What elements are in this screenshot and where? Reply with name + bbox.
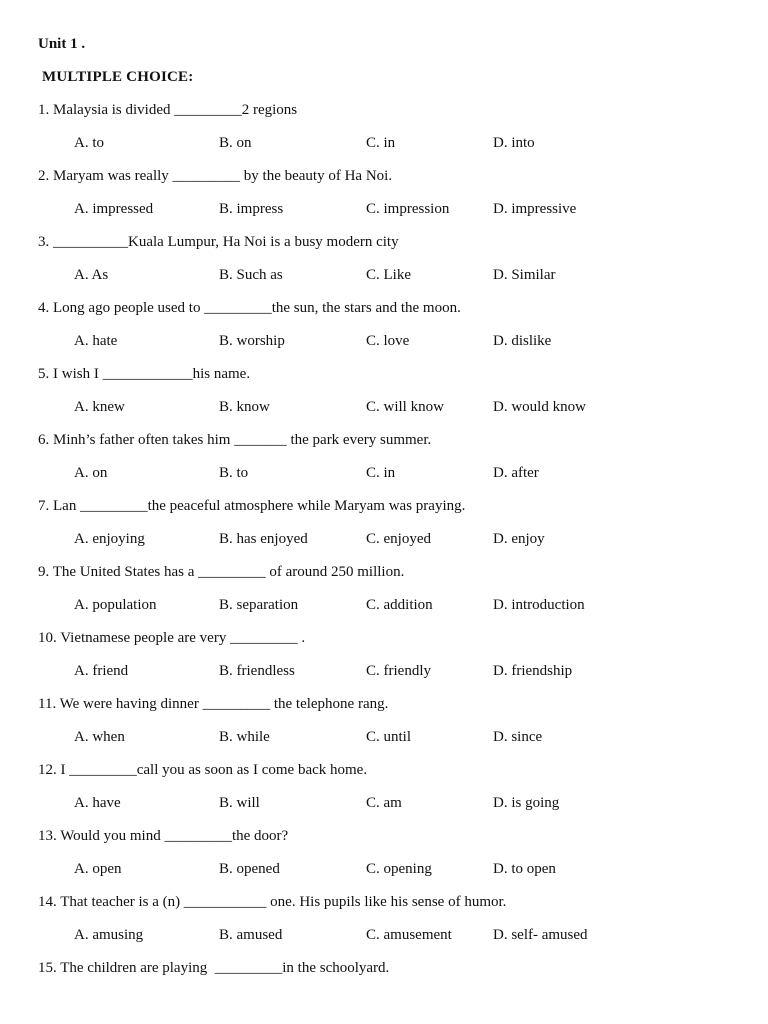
answer-option-a: A. As	[74, 267, 109, 283]
answer-option-b: B. while	[219, 729, 270, 745]
answer-option-b: B. on	[219, 135, 252, 151]
answer-option-b: B. Such as	[219, 267, 283, 283]
question-item	[38, 562, 738, 628]
answer-option-c: C. friendly	[366, 663, 431, 679]
answer-option-b: B. will	[219, 795, 260, 811]
answer-option-c: C. addition	[366, 597, 433, 613]
answer-option-c: C. enjoyed	[366, 531, 431, 547]
answer-option-a: A. enjoying	[74, 531, 145, 547]
answer-option-d: D. Similar	[493, 267, 556, 283]
answer-option-c: C. impression	[366, 201, 450, 217]
answer-option-b: B. know	[219, 399, 270, 415]
answer-option-c: C. Like	[366, 267, 411, 283]
question-list	[38, 100, 738, 1024]
question-stem: 9. The United States has a _________ of around 250 million.	[38, 564, 405, 580]
question-stem: 11. We were having dinner _________ the telephone rang.	[38, 696, 389, 712]
question-item	[38, 364, 738, 430]
answer-options	[38, 133, 738, 166]
answer-option-c: C. in	[366, 465, 396, 481]
answer-option-a: A. on	[74, 465, 108, 481]
answer-option-c: C. opening	[366, 861, 432, 877]
answer-option-a: A. knew	[74, 399, 125, 415]
question-stem: 14. That teacher is a (n) ___________ one. His pupils like his sense of humor.	[38, 894, 507, 910]
answer-option-d: D. self- amused	[493, 927, 588, 943]
answer-option-d: D. impressive	[493, 201, 577, 217]
answer-option-b: B. worship	[219, 333, 285, 349]
question-item	[38, 760, 738, 826]
answer-options	[38, 793, 738, 826]
answer-options	[38, 529, 738, 562]
question-item	[38, 892, 738, 958]
answer-option-d: D. into	[493, 135, 535, 151]
question-item	[38, 958, 738, 1024]
answer-option-a: A. have	[74, 795, 121, 811]
question-stem: 3. __________Kuala Lumpur, Ha Noi is a busy modern city	[38, 234, 399, 250]
answer-options	[38, 661, 738, 694]
answer-option-c: C. until	[366, 729, 412, 745]
answer-option-b: B. friendless	[219, 663, 295, 679]
answer-option-c: C. in	[366, 135, 396, 151]
question-stem: 2. Maryam was really _________ by the beauty of Ha Noi.	[38, 168, 393, 184]
answer-options	[38, 199, 738, 232]
answer-option-d: D. to open	[493, 861, 556, 877]
section-title: MULTIPLE CHOICE:	[42, 69, 194, 85]
question-stem: 5. I wish I ____________his name.	[38, 366, 251, 382]
question-stem: 1. Malaysia is divided _________2 regions	[38, 102, 298, 118]
unit-title: Unit 1 .	[38, 36, 86, 52]
question-item	[38, 298, 738, 364]
question-stem: 12. I _________call you as soon as I come back home.	[38, 762, 368, 778]
answer-option-a: A. when	[74, 729, 125, 745]
question-stem: 15. The children are playing _________in the schoolyard.	[38, 960, 390, 976]
answer-options	[38, 727, 738, 760]
answer-option-d: D. is going	[493, 795, 560, 811]
answer-options	[38, 331, 738, 364]
question-item	[38, 430, 738, 496]
answer-option-b: B. amused	[219, 927, 283, 943]
answer-option-c: C. amusement	[366, 927, 452, 943]
answer-option-c: C. love	[366, 333, 410, 349]
answer-options	[38, 265, 738, 298]
question-stem: 13. Would you mind _________the door?	[38, 828, 289, 844]
answer-option-a: A. impressed	[74, 201, 154, 217]
answer-options	[38, 595, 738, 628]
answer-option-d: D. introduction	[493, 597, 585, 613]
answer-option-b: B. opened	[219, 861, 280, 877]
question-item	[38, 628, 738, 694]
answer-option-c: C. will know	[366, 399, 444, 415]
answer-option-a: A. amusing	[74, 927, 144, 943]
answer-option-a: A. to	[74, 135, 104, 151]
answer-option-a: A. hate	[74, 333, 118, 349]
answer-option-a: A. open	[74, 861, 122, 877]
question-stem: 10. Vietnamese people are very _________ .	[38, 630, 306, 646]
question-stem: 6. Minh’s father often takes him _______ the park every summer.	[38, 432, 432, 448]
answer-option-a: A. friend	[74, 663, 129, 679]
answer-options	[38, 925, 738, 958]
question-stem: 7. Lan _________the peaceful atmosphere while Maryam was praying.	[38, 498, 466, 514]
answer-options	[38, 859, 738, 892]
question-item	[38, 232, 738, 298]
answer-option-d: D. enjoy	[493, 531, 545, 547]
question-item	[38, 826, 738, 892]
answer-option-d: D. dislike	[493, 333, 552, 349]
answer-option-d: D. since	[493, 729, 543, 745]
answer-options	[38, 463, 738, 496]
answer-option-d: D. friendship	[493, 663, 573, 679]
answer-option-c: C. am	[366, 795, 402, 811]
question-item	[38, 166, 738, 232]
answer-option-d: D. would know	[493, 399, 586, 415]
question-item	[38, 694, 738, 760]
answer-options	[38, 397, 738, 430]
question-item	[38, 100, 738, 166]
answer-option-b: B. impress	[219, 201, 284, 217]
answer-option-b: B. has enjoyed	[219, 531, 308, 547]
question-item	[38, 496, 738, 562]
answer-option-b: B. separation	[219, 597, 299, 613]
answer-option-a: A. population	[74, 597, 157, 613]
answer-option-b: B. to	[219, 465, 249, 481]
question-stem: 4. Long ago people used to _________the sun, the stars and the moon.	[38, 300, 461, 316]
answer-option-d: D. after	[493, 465, 539, 481]
